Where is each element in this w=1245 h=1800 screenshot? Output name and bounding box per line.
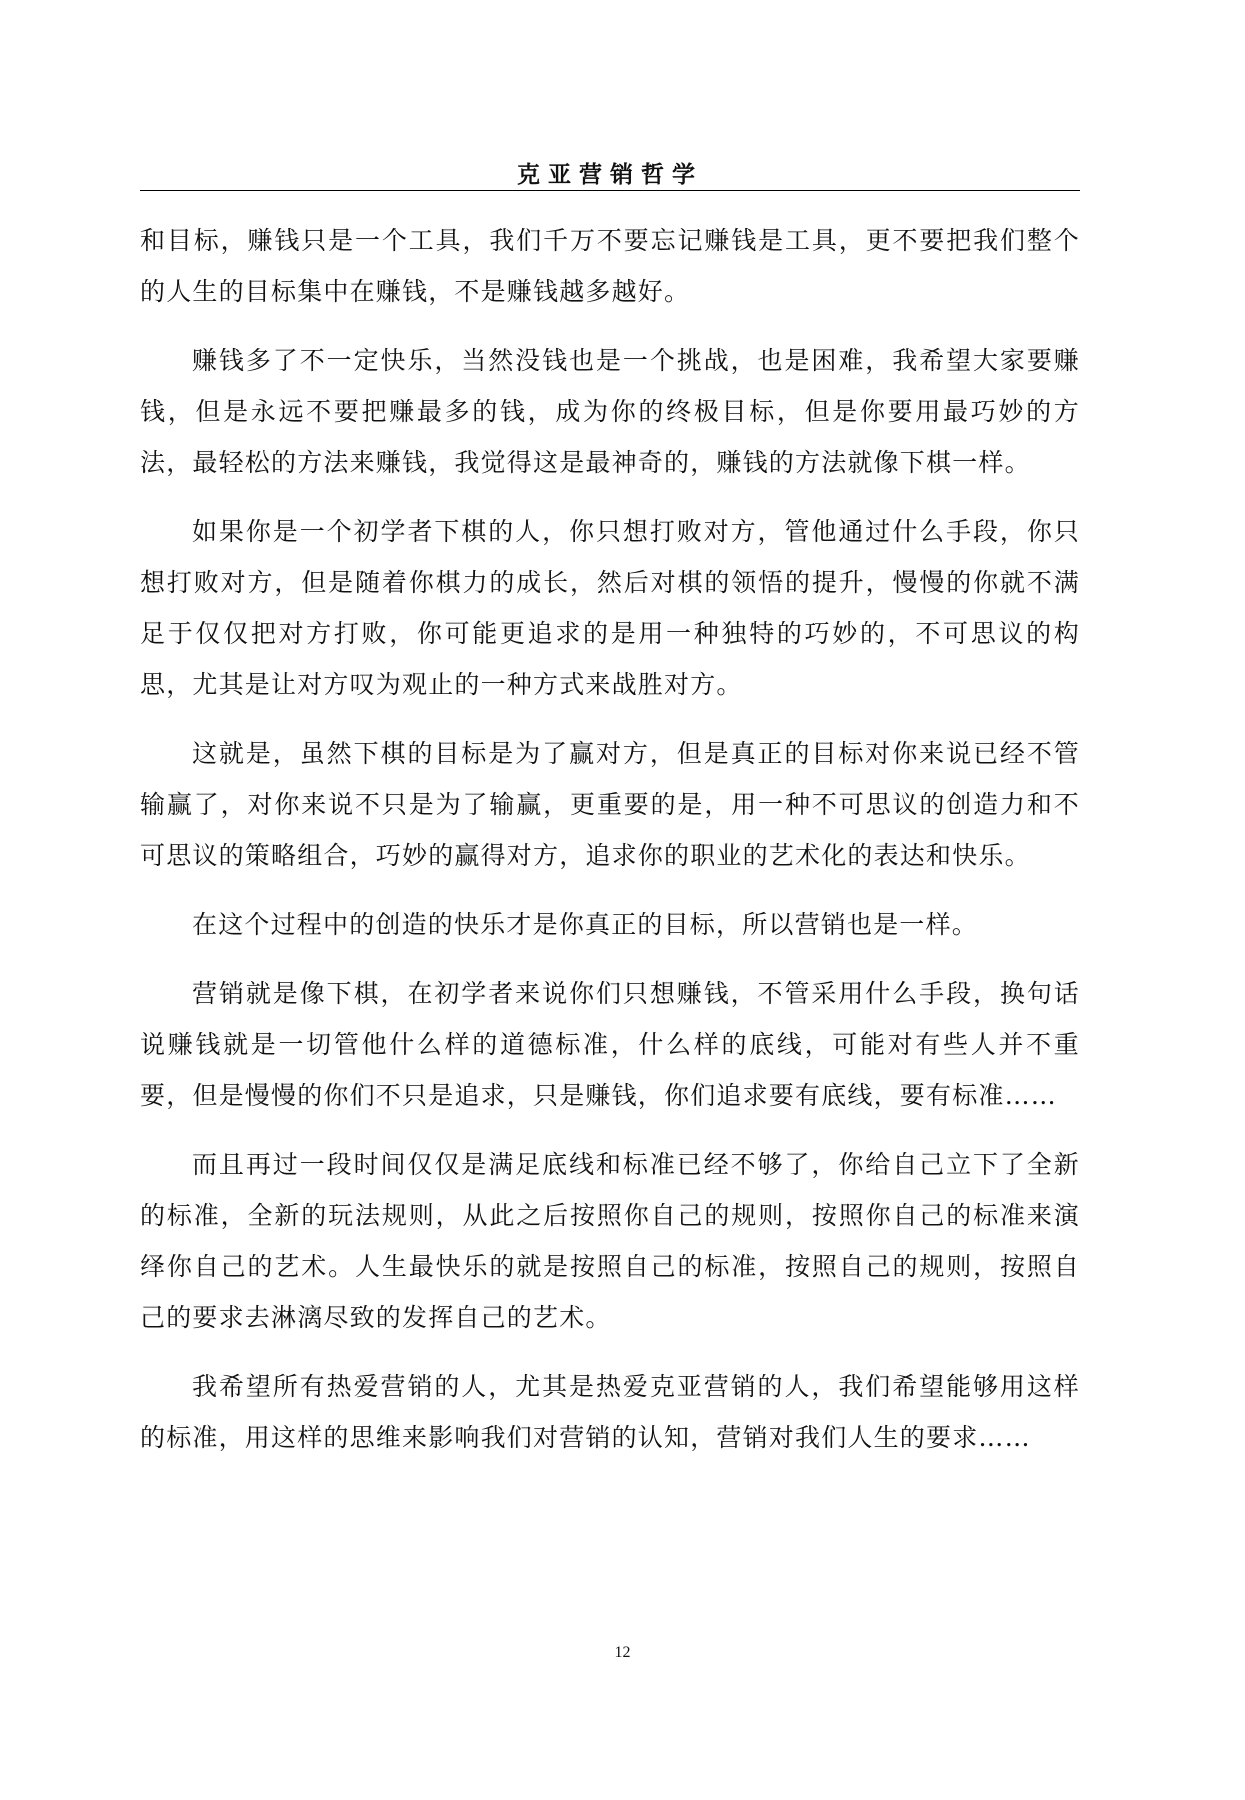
paragraph: 赚钱多了不一定快乐，当然没钱也是一个挑战，也是困难，我希望大家要赚钱，但是永远不要把赚最多的钱，成为你的终极目标，但是你要用最巧妙的方法，最轻松的方法来赚钱，我觉得这是最神奇的，赚钱的方法就像下棋一样。 bbox=[140, 346, 1080, 477]
paragraph: 而且再过一段时间仅仅是满足底线和标准已经不够了，你给自己立下了全新的标准，全新的玩法规则，从此之后按照你自己的规则，按照你自己的标准来演绎你自己的艺术。人生最快乐的就是按照自己的标准，按照自己的规则，按照自己的要求去淋漓尽致的发挥自己的艺术。 bbox=[140, 1150, 1080, 1332]
paragraph: 如果你是一个初学者下棋的人，你只想打败对方，管他通过什么手段，你只想打败对方，但是随着你棋力的成长，然后对棋的领悟的提升，慢慢的你就不满足于仅仅把对方打败，你可能更追求的是用一种独特的巧妙的，不可思议的构思，尤其是让对方叹为观止的一种方式来战胜对方。 bbox=[140, 517, 1080, 699]
paragraph: 在这个过程中的创造的快乐才是你真正的目标，所以营销也是一样。 bbox=[192, 910, 979, 939]
paragraph-continued: 和目标，赚钱只是一个工具，我们千万不要忘记赚钱是工具，更不要把我们整个的人生的目标集中在赚钱，不是赚钱越多越好。 bbox=[140, 226, 1080, 306]
page-number: 12 bbox=[614, 1644, 631, 1661]
body-text bbox=[140, 215, 1080, 1481]
paragraph: 这就是，虽然下棋的目标是为了赢对方，但是真正的目标对你来说已经不管输赢了，对你来说不只是为了输赢，更重要的是，用一种不可思议的创造力和不可思议的策略组合，巧妙的赢得对方，追求你的职业的艺术化的表达和快乐。 bbox=[140, 739, 1080, 870]
running-header-title: 克亚营销哲学 bbox=[517, 162, 703, 188]
paragraph: 营销就是像下棋，在初学者来说你们只想赚钱，不管采用什么手段，换句话说赚钱就是一切管他什么样的道德标准，什么样的底线，可能对有些人并不重要，但是慢慢的你们不只是追求，只是赚钱，你们追求要有底线，要有标准…… bbox=[140, 979, 1080, 1110]
header-divider bbox=[140, 190, 1080, 191]
paragraph: 我希望所有热爱营销的人，尤其是热爱克亚营销的人，我们希望能够用这样的标准，用这样的思维来影响我们对营销的认知，营销对我们人生的要求…… bbox=[140, 1372, 1080, 1452]
